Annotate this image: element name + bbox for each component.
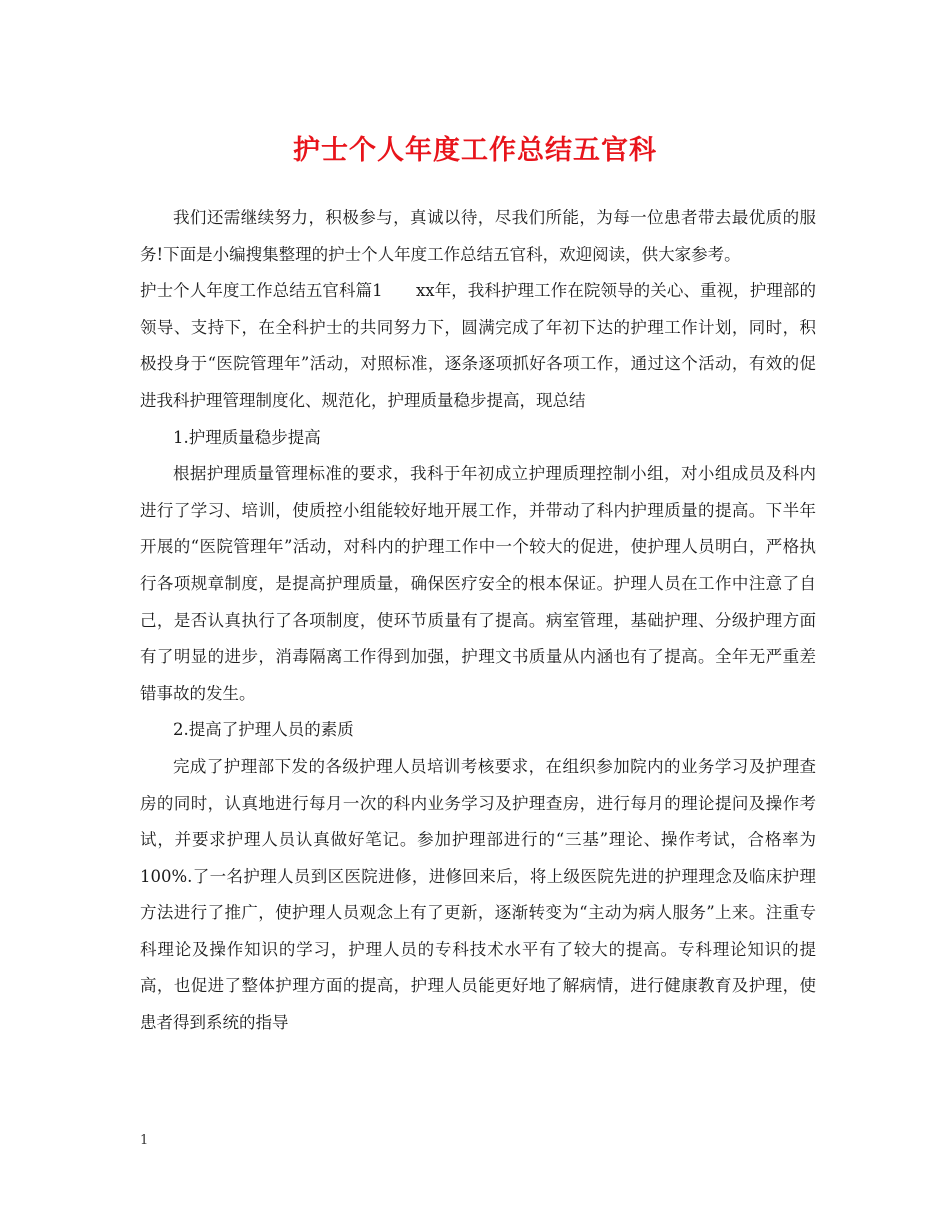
body-paragraph: 根据护理质量管理标准的要求，我科于年初成立护理质理控制小组，对小组成员及科内进行了学习、培训，使质控小组能较好地开展工作，并带动了科内护理质量的提高。下半年开展的“医院管理年”活动，对科内的护理工作中一个较大的促进，使护理人员明白，严格执行各项规章制度，是提高护理质量，确保医疗安全的根本保证。护理人员在工作中注意了自己，是否认真执行了各项制度，使环节质量有了提高。病室管理，基础护理、分级护理方面有了明显的进步，消毒隔离工作得到加强，护理文书质量从内涵也有了提高。全年无严重差错事故的发生。 <box>140 464 816 703</box>
document-body <box>140 200 816 1042</box>
document-title: 护士个人年度工作总结五官科 <box>293 135 657 166</box>
section-heading: 1.护理质量稳步提高 <box>173 427 321 447</box>
page-number: 1 <box>140 1133 149 1148</box>
section-paragraph: 护士个人年度工作总结五官科篇1 xx年，我科护理工作在院领导的关心、重视，护理部的领导、支持下，在全科护士的共同努力下，圆满完成了年初下达的护理工作计划，同时，积极投身于“医院管理年”活动，对照标准，逐条逐项抓好各项工作，通过这个活动，有效的促进我科护理管理制度化、规范化，护理质量稳步提高，现总结 <box>140 281 816 410</box>
section-heading: 2.提高了护理人员的素质 <box>173 720 354 740</box>
body-paragraph: 完成了护理部下发的各级护理人员培训考核要求，在组织参加院内的业务学习及护理查房的同时，认真地进行每月一次的科内业务学习及护理查房，进行每月的理论提问及操作考试，并要求护理人员认真做好笔记。参加护理部进行的“三基”理论、操作考试，合格率为100%.了一名护理人员到区医院进修，进修回来后，将上级医院先进的护理理念及临床护理方法进行了推广，使护理人员观念上有了更新，逐渐转变为“主动为病人服务”上来。注重专科理论及操作知识的学习，护理人员的专科技术水平有了较大的提高。专科理论知识的提高，也促进了整体护理方面的提高，护理人员能更好地了解病情，进行健康教育及护理，使患者得到系统的指导 <box>140 756 816 1033</box>
intro-paragraph: 我们还需继续努力，积极参与，真诚以待，尽我们所能，为每一位患者带去最优质的服务!下面是小编搜集整理的护士个人年度工作总结五官科，欢迎阅读，供大家参考。 <box>140 208 816 264</box>
